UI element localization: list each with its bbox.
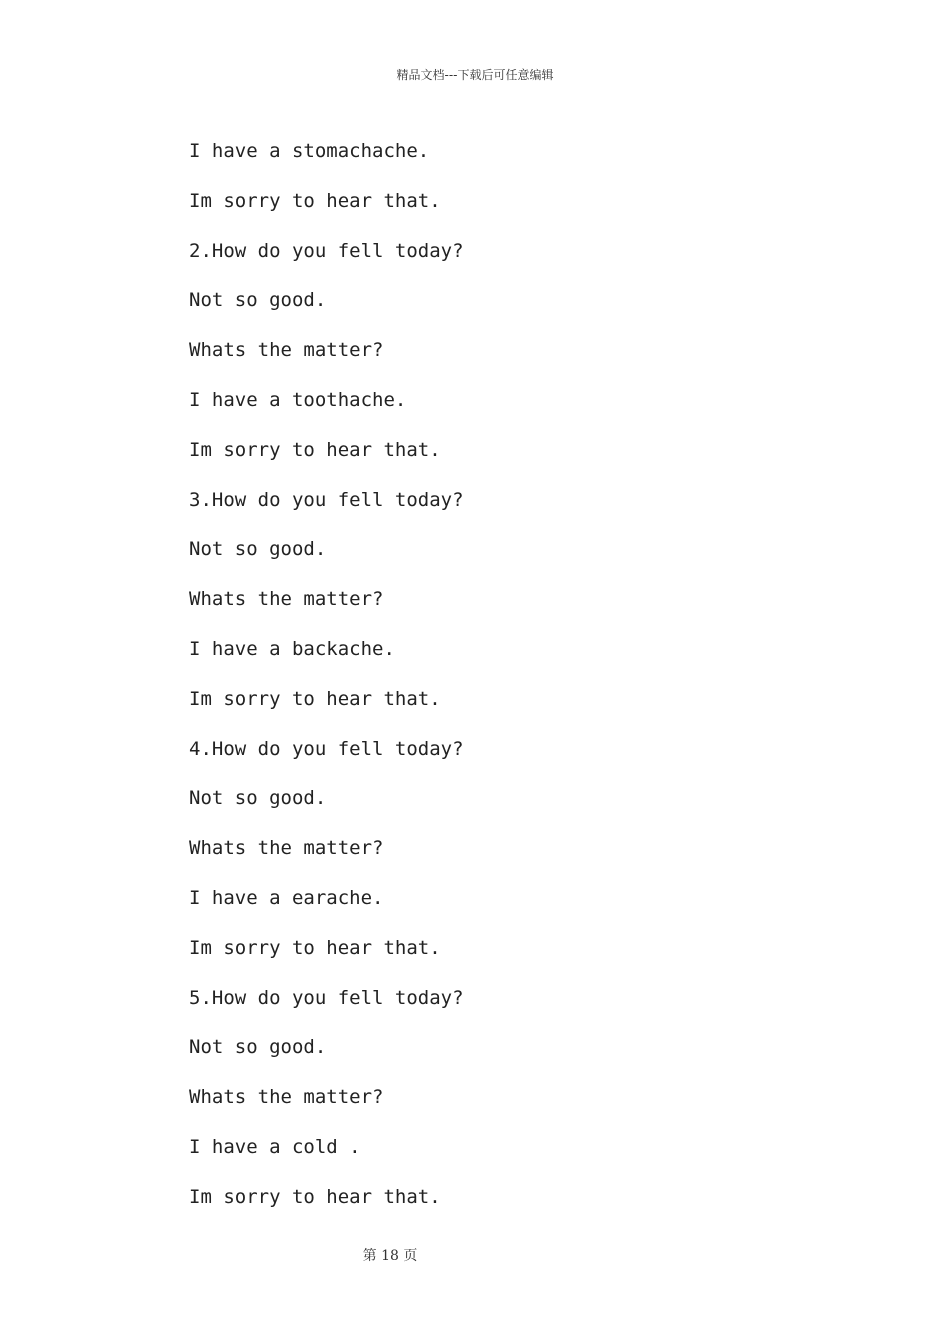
text-line: Not so good. xyxy=(189,538,327,561)
page-number: 第 18 页 xyxy=(362,1248,418,1264)
text-line: Im sorry to hear that. xyxy=(189,687,441,710)
text-line: I have a cold . xyxy=(189,1135,361,1158)
text-line: I have a earache. xyxy=(189,886,384,909)
text-line: Not so good. xyxy=(189,289,327,312)
text-line: Whats the matter? xyxy=(189,339,384,362)
text-line: Whats the matter? xyxy=(189,1086,384,1109)
text-line: Not so good. xyxy=(189,787,327,810)
text-line: 3.How do you fell today? xyxy=(189,488,464,511)
text-line: Im sorry to hear that. xyxy=(189,189,441,212)
text-line: 2.How do you fell today? xyxy=(189,239,464,262)
text-line: Not so good. xyxy=(189,1036,327,1059)
text-line: I have a toothache. xyxy=(189,388,407,411)
text-line: 5.How do you fell today? xyxy=(189,986,464,1009)
text-line: Im sorry to hear that. xyxy=(189,438,441,461)
text-line: Im sorry to hear that. xyxy=(189,1185,441,1208)
text-line: I have a backache. xyxy=(189,637,395,660)
text-line: Im sorry to hear that. xyxy=(189,936,441,959)
text-line: 4.How do you fell today? xyxy=(189,737,464,760)
text-line: I have a stomachache. xyxy=(189,140,430,162)
page-header: 精品文档---下载后可任意编辑 xyxy=(396,68,554,82)
text-line: Whats the matter? xyxy=(189,588,384,611)
document-body xyxy=(189,138,789,1234)
text-line: Whats the matter? xyxy=(189,837,384,860)
